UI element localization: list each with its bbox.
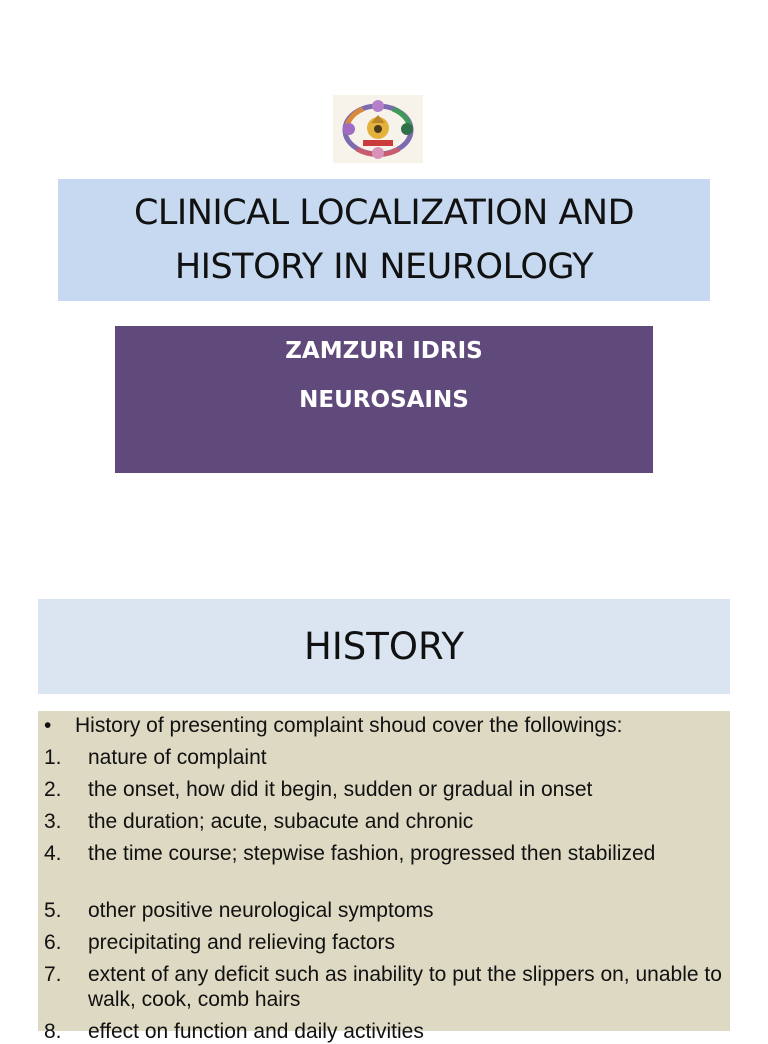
- history-header: [38, 599, 730, 694]
- list-text: the time course; stepwise fashion, progressed then stabilized: [88, 842, 656, 865]
- author-department: NEUROSAINS: [299, 387, 469, 413]
- list-text: the onset, how did it begin, sudden or gradual in onset: [88, 778, 593, 801]
- list-text: other positive neurological symptoms: [88, 899, 434, 922]
- list-number: 1.: [44, 746, 62, 769]
- author-box: [115, 326, 653, 473]
- list-text: extent of any deficit such as inability to put the slippers on, unable to walk, cook, comb hairs: [88, 963, 722, 1011]
- intro-text: History of presenting complaint shoud cover the followings:: [75, 714, 623, 737]
- history-content: [38, 711, 730, 1043]
- slide-title: [134, 186, 634, 295]
- list-number: 8.: [44, 1020, 62, 1043]
- bullet-icon: •: [44, 714, 52, 737]
- list-number: 2.: [44, 778, 62, 801]
- history-heading: HISTORY: [304, 625, 464, 668]
- list-number: 3.: [44, 810, 62, 833]
- title-box: [58, 179, 710, 301]
- list-number: 4.: [44, 842, 62, 865]
- list-number: 5.: [44, 899, 62, 922]
- slide-title-line-1: CLINICAL LOCALIZATION AND: [133, 192, 635, 233]
- list-text: nature of complaint: [88, 746, 267, 769]
- university-emblem-icon: [333, 95, 423, 163]
- list-text: effect on function and daily activities: [88, 1020, 424, 1043]
- author-name: ZAMZURI IDRIS: [285, 338, 483, 364]
- intro-bullet-line: [44, 713, 622, 738]
- list-number: 7.: [44, 963, 62, 986]
- list-text: the duration; acute, subacute and chronic: [88, 810, 474, 833]
- list-text: precipitating and relieving factors: [88, 931, 396, 954]
- history-slide: [0, 576, 768, 1043]
- list-number: 6.: [44, 931, 62, 954]
- slide-title-line-2: HISTORY IN NEUROLOGY: [174, 247, 594, 287]
